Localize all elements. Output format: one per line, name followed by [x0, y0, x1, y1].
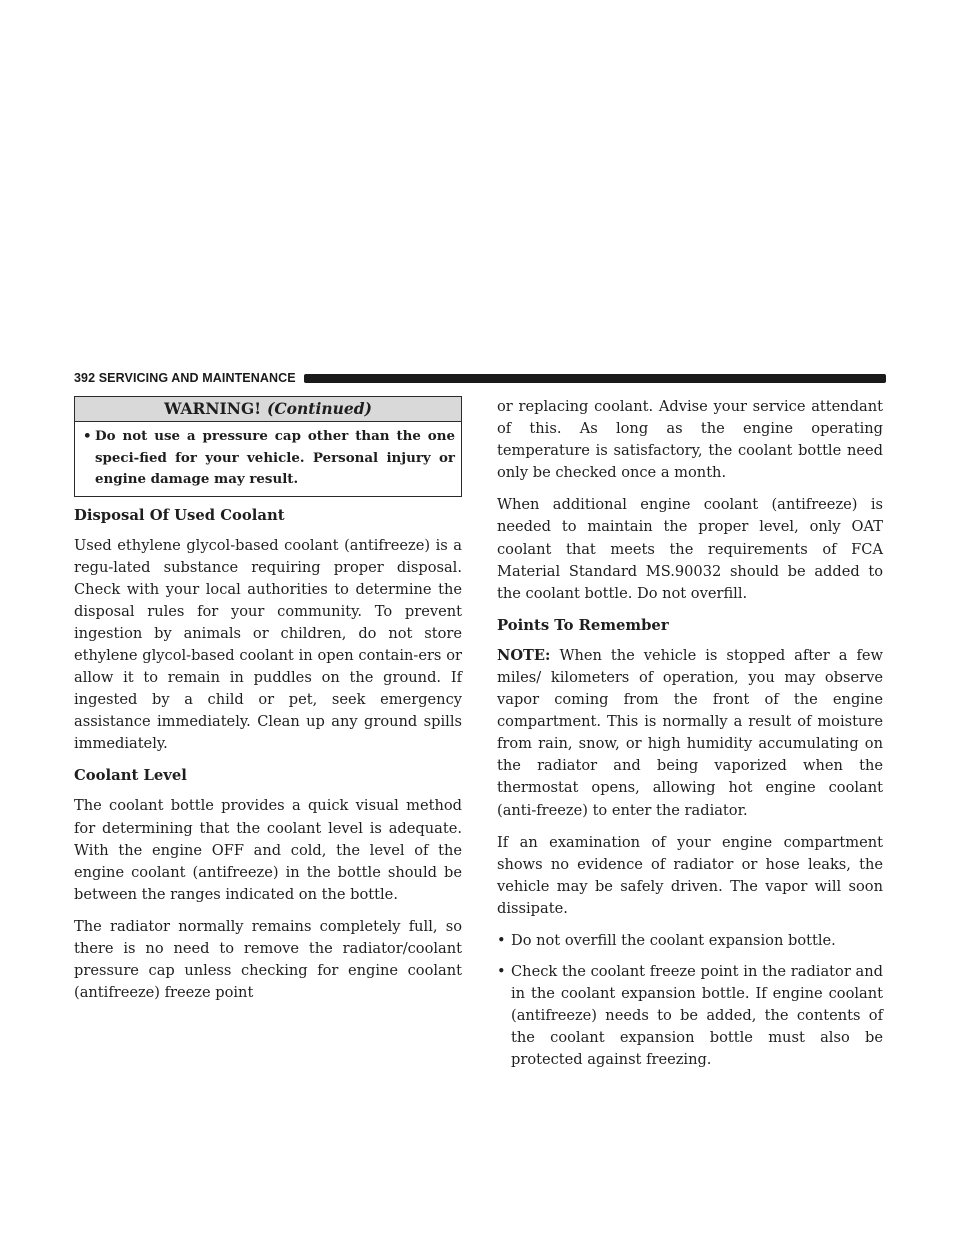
coolant-level-paragraph-1: The coolant bottle provides a quick visual method for determining that the coolant level is adequate. With the engine OFF and cold, the level of the engine coolant (antifreeze) in the bottle should be between the ranges indicated on the bottle. — [74, 797, 462, 903]
warning-continued: (Continued) — [267, 399, 372, 418]
list-item — [497, 961, 883, 1071]
right-column — [497, 396, 883, 1081]
coolant-level-paragraph-2: The radiator normally remains completely full, so there is no need to remove the radiator/coolant pressure cap unless checking for engine coolant (antifreeze) freeze point — [74, 917, 462, 1002]
warning-box — [74, 396, 462, 497]
left-column — [74, 396, 462, 1014]
warning-title: WARNING! — [164, 399, 262, 418]
coolant-level-heading: Coolant Level — [74, 767, 187, 785]
list-item-text: Check the coolant freeze point in the radiator and in the coolant expansion bottle. If engine coolant (antifreeze) needs to be added, the contents of the coolant expansion bottle must also be protected against freezing. — [511, 963, 883, 1069]
page-header — [74, 370, 886, 386]
points-paragraph: If an examination of your engine compartment shows no evidence of radiator or hose leaks, the vehicle may be safely driven. The vapor will soon dissipate. — [497, 833, 883, 917]
warning-body — [75, 422, 461, 496]
page-label: 392 SERVICING AND MAINTENANCE — [74, 371, 296, 385]
coolant-level-paragraph-2-continued: or replacing coolant. Advise your service attendant of this. As long as the engine operating temperature is satisfactory, the coolant bottle need only be checked once a month. — [497, 398, 883, 482]
header-rule — [304, 374, 886, 383]
list-item-text: Do not overfill the coolant expansion bottle. — [511, 931, 836, 949]
note-paragraph — [497, 645, 883, 822]
disposal-heading: Disposal Of Used Coolant — [74, 506, 285, 524]
disposal-paragraph: Used ethylene glycol-based coolant (antifreeze) is a regu-lated substance requiring proper disposal. Check with your local authorities to determine the disposal rules for your community. To prevent ingestion by animals or children, do not store ethylene glycol-based coolant in open contain-ers or allow it to remain in puddles on the ground. If ingested by a child or pet, seek emergency assistance immediately. Clean up any ground spills immediately. — [74, 536, 462, 753]
warning-header — [75, 397, 461, 422]
bullet-icon: • — [497, 963, 506, 981]
points-heading: Points To Remember — [497, 616, 669, 634]
warning-bullet-text: Do not use a pressure cap other than the one speci-fied for your vehicle. Personal injury or engine damage may result. — [95, 428, 455, 487]
coolant-level-paragraph-3: When additional engine coolant (antifreeze) is needed to maintain the proper level, only OAT coolant that meets the requirements of FCA Material Standard MS.90032 should be added to the coolant bottle. Do not overfill. — [497, 496, 883, 602]
note-text: When the vehicle is stopped after a few miles/ kilometers of operation, you may observe vapor coming from the front of the engine compartment. This is normally a result of moisture from rain, snow, or high humidity accumulating on the radiator and being vaporized when the thermostat opens, allowing hot engine coolant (anti-freeze) to enter the radiator. — [497, 646, 883, 819]
list-item — [497, 930, 883, 952]
bullet-icon: • — [497, 931, 506, 949]
bullet-icon: • — [83, 428, 92, 444]
note-label: NOTE: — [497, 646, 551, 664]
